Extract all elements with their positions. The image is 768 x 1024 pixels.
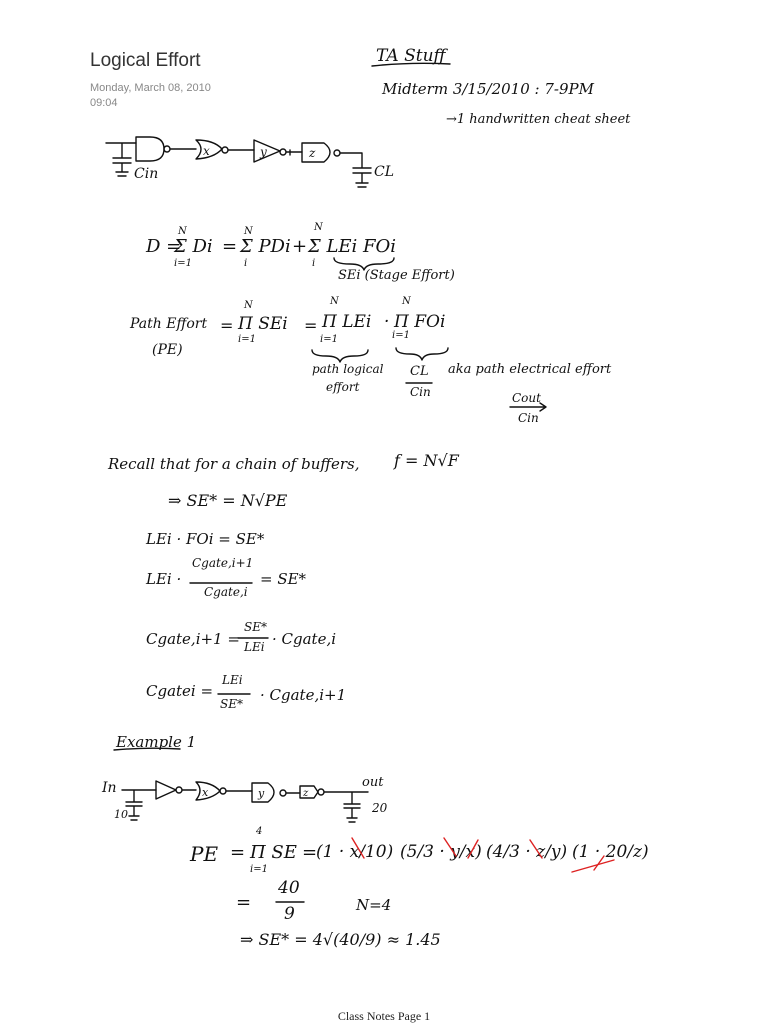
- result-den: 9: [284, 904, 295, 924]
- example-pe-eq: =: [230, 842, 246, 863]
- pe-limit-bottom-3: i=1: [392, 330, 410, 341]
- cl-over-cin-den: Cin: [410, 385, 431, 399]
- path-effort-dot: ·: [384, 312, 390, 332]
- cout-label: Cout: [512, 391, 541, 405]
- example-pe-eq-2: =: [302, 842, 318, 863]
- eq3-rhs: · Cgate,i: [272, 630, 337, 648]
- eq4-num: LEi: [222, 673, 243, 687]
- note-date-time: 09:04: [90, 97, 118, 109]
- path-effort-label: Path Effort: [130, 316, 208, 332]
- result-eq: =: [236, 892, 252, 913]
- cl-over-cin-num: CL: [410, 364, 429, 379]
- recall-text: Recall that for a chain of buffers,: [108, 455, 360, 473]
- path-logical-label: path logical: [312, 362, 384, 376]
- delay-limit-top-2: N: [244, 226, 253, 237]
- delay-limit-bottom-1: i=1: [174, 258, 192, 269]
- delay-limit-top-3: N: [314, 222, 323, 233]
- page-footer: Class Notes Page 1: [337, 1009, 431, 1023]
- eq3-den: LEi: [244, 640, 265, 654]
- gate-x-label: x: [203, 144, 210, 158]
- ta-heading: TA Stuff: [376, 46, 446, 66]
- delay-eq-1: =: [222, 236, 238, 257]
- pe-limit-top-1: N: [244, 300, 253, 311]
- eq3-num: SE*: [244, 620, 267, 634]
- n-value: N=4: [356, 896, 392, 914]
- example-factor-2: (5/3 · y/x): [400, 842, 482, 862]
- cheat-sheet-note: →1 handwritten cheat sheet: [446, 112, 631, 127]
- delay-limit-top-1: N: [178, 226, 187, 237]
- se-star-result: ⇒ SE* = 4√(40/9) ≈ 1.45: [240, 930, 441, 949]
- pe-limit-bottom-2: i=1: [320, 334, 338, 345]
- midterm-note: Midterm 3/15/2010 : 7-9PM: [382, 80, 594, 98]
- example-prod-top: 4: [256, 826, 263, 837]
- eq2-den: Cgate,i: [204, 585, 248, 599]
- eq2-rhs: = SE*: [260, 570, 307, 588]
- aka-electrical-effort: aka path electrical effort: [448, 362, 612, 377]
- effort-label: effort: [326, 380, 360, 394]
- example-gate-x: [196, 782, 226, 800]
- example-title: Example 1: [116, 733, 197, 751]
- example-gate-z-label: z: [303, 788, 309, 799]
- pe-limit-top-3: N: [402, 296, 411, 307]
- example-factor-1: (1 · x/10): [316, 842, 394, 862]
- le-fo-equation: LEi · FOi = SE*: [146, 530, 265, 548]
- path-effort-prod-1: Π SEi: [238, 314, 288, 334]
- path-effort-abbr: (PE): [152, 342, 183, 358]
- delay-limit-bottom-2: i: [244, 258, 248, 269]
- path-effort-prod-2: Π LEi: [322, 312, 372, 332]
- eq4-rhs: · Cgate,i+1: [260, 686, 347, 704]
- gate-y-label: y: [260, 145, 267, 159]
- page-title: Logical Effort: [90, 50, 201, 71]
- example-gate-x-label: x: [202, 786, 209, 799]
- path-effort-eq-2: =: [304, 316, 318, 335]
- example-pe-lhs: PE: [190, 842, 219, 866]
- recall-formula: f = N√F: [394, 451, 459, 470]
- delay-sum-3: Σ LEi FOi: [308, 236, 397, 257]
- example-buffer-1: [156, 781, 182, 799]
- result-num: 40: [278, 878, 300, 898]
- example-prod: Π SE: [250, 842, 297, 863]
- gate-z-label: z: [309, 146, 316, 160]
- delay-sum-1: Σ Di: [174, 236, 213, 257]
- example-factor-4: (1 · 20/z): [572, 842, 649, 862]
- example-prod-bottom: i=1: [250, 864, 268, 875]
- eq2-lhs: LEi ·: [146, 570, 182, 588]
- example-out-cap: 20: [372, 801, 388, 815]
- input-cap-label: Cin: [134, 166, 159, 182]
- example-factor-3: (4/3 · z/y): [486, 842, 568, 862]
- pe-limit-top-2: N: [330, 296, 339, 307]
- eq4-lhs: Cgatei =: [146, 682, 214, 700]
- cin-label: Cin: [518, 411, 539, 425]
- delay-lhs: D =: [146, 236, 182, 257]
- se-star-formula: ⇒ SE* = N√PE: [168, 491, 288, 510]
- path-effort-eq-1: =: [220, 316, 234, 335]
- note-date-day: Monday, March 08, 2010: [90, 82, 211, 94]
- stage-effort-label: SEi (Stage Effort): [338, 268, 455, 283]
- eq4-den: SE*: [220, 697, 243, 711]
- path-effort-prod-3: Π FOi: [394, 312, 446, 332]
- delay-limit-bottom-3: i: [312, 258, 316, 269]
- load-cap-label: CL: [374, 164, 395, 180]
- pe-limit-bottom-1: i=1: [238, 334, 256, 345]
- delay-plus: +: [292, 236, 308, 257]
- eq3-lhs: Cgate,i+1 =: [146, 630, 240, 648]
- example-gate-y-label: y: [258, 787, 265, 800]
- delay-sum-2: Σ PDi: [240, 236, 291, 257]
- example-in-cap: 10: [114, 808, 128, 821]
- example-in-label: In: [102, 780, 117, 796]
- example-out-label: out: [362, 775, 384, 790]
- eq2-num: Cgate,i+1: [192, 556, 254, 570]
